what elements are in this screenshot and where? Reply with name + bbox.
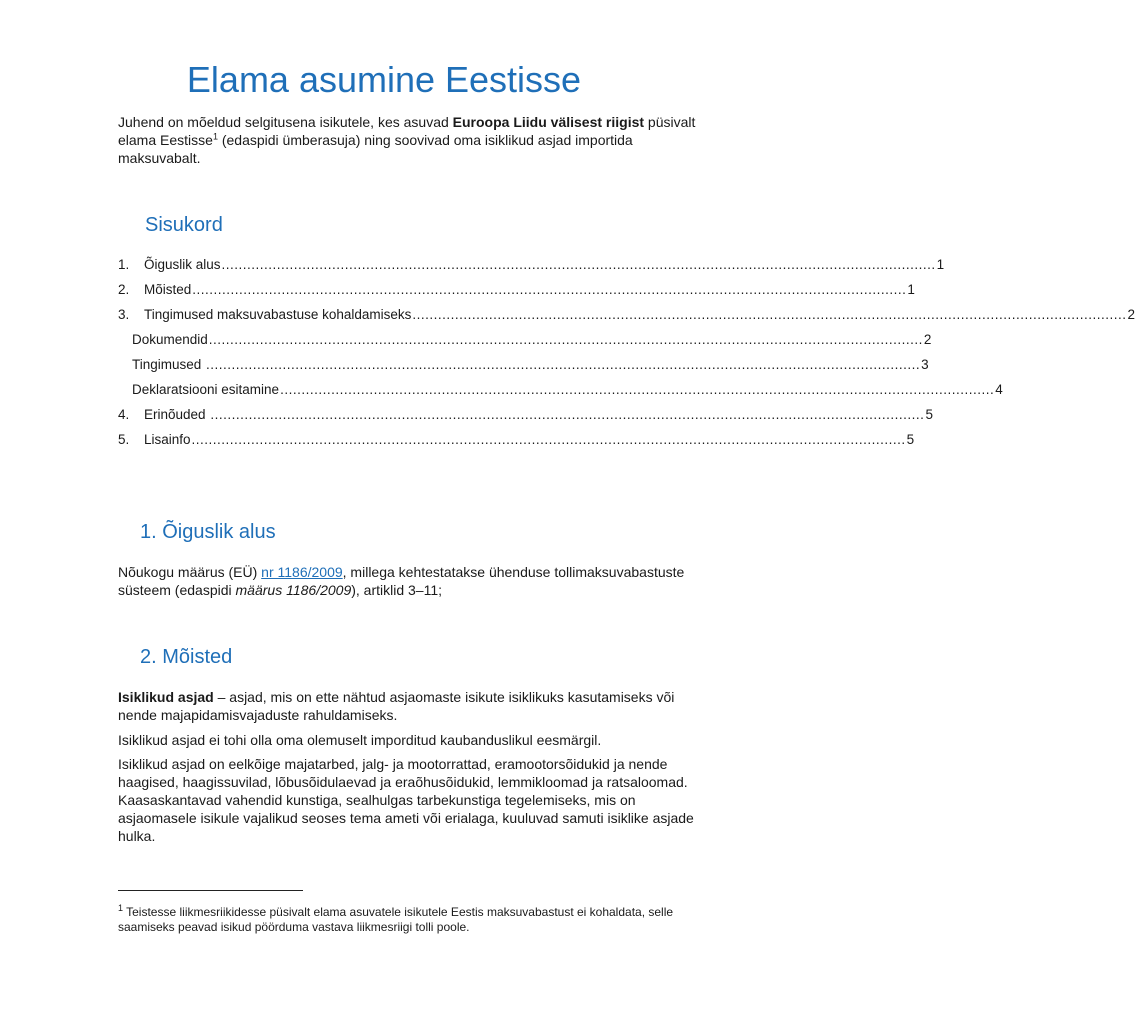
paragraph-personal-items: Isiklikud asjad on eelkõige majatarbed, jalg- ja mootorrattad, eramootorsõidukid ja nende haagised, haagissuvilad, lõbusõidulaevad ja eraõhusõidukid, lemmikloomad ja ratsaloomad. Kaasaskantavad vahendid kunstiga, sealhulgas tarbekunstiga tegelemiseks, mis on asjaomasele isikule vajalikud seoses tema ameti või erialaga, kuuluvad samuti isiklike asjade hulka.	[118, 756, 694, 844]
toc-label: Dokumendid	[132, 332, 208, 347]
toc-leader: ........................................................................................................................................................................	[221, 257, 936, 272]
legal-text-2: , millega kehtestatakse ühenduse tollimaksuvabastuste süsteem (edaspidi	[118, 564, 685, 598]
intro-text-3: (edaspidi ümberasuja) ning soovivad oma isiklikud asjad importida maksuvabalt.	[118, 132, 633, 166]
toc-item[interactable]	[132, 331, 932, 349]
toc-leader: ........................................................................................................................................................................	[191, 432, 906, 447]
toc-label: Deklaratsiooni esitamine	[132, 382, 280, 397]
toc-number: 5.	[118, 432, 130, 447]
toc-leader: ........................................................................................................................................................................	[208, 332, 923, 347]
toc-leader: ........................................................................................................................................................................	[210, 407, 925, 422]
toc-page: 5	[906, 432, 915, 447]
toc-label: Mõisted	[144, 282, 192, 297]
footnote-divider	[118, 890, 303, 891]
intro-text-1: Juhend on mõeldud selgitusena isikutele, kes asuvad	[118, 114, 453, 130]
toc-item[interactable]	[132, 381, 1003, 399]
toc-page: 1	[907, 282, 915, 297]
footnote	[118, 905, 708, 935]
toc-page: 4	[995, 382, 1003, 397]
toc-page: 3	[921, 357, 929, 372]
toc-item[interactable]	[118, 306, 1135, 324]
document-title: Elama asumine Eestisse	[186, 59, 582, 100]
toc-number: 3.	[118, 307, 130, 322]
toc-number: 1.	[118, 257, 130, 272]
definition-term: Isiklikud asjad	[118, 689, 214, 705]
toc-leader: ........................................................................................................................................................................	[412, 307, 1127, 322]
legal-italic: määrus 1186/2009	[235, 582, 352, 598]
toc-page: 2	[1127, 307, 1135, 322]
toc-heading: Sisukord	[145, 214, 223, 236]
toc-label: Õiguslik alus	[144, 257, 221, 272]
toc-item[interactable]	[132, 356, 929, 374]
toc-page: 5	[925, 407, 933, 422]
definition-text: – asjad, mis on ette nähtud asjaomaste isikute isiklikuks kasutamiseks või nende majapidamisvajaduste rahuldamiseks.	[118, 689, 675, 723]
toc-label: Lisainfo	[144, 432, 191, 447]
toc-label: Erinõuded	[144, 407, 210, 422]
intro-paragraph	[118, 113, 708, 167]
toc-page: 2	[923, 332, 932, 347]
intro-bold: Euroopa Liidu välisest riigist	[452, 114, 645, 130]
footnote-marker: 1	[118, 903, 124, 913]
legal-text-1: Nõukogu määrus (EÜ)	[118, 564, 262, 580]
toc-item[interactable]	[118, 406, 933, 424]
toc-item[interactable]	[118, 431, 915, 449]
intro-text-2: püsivalt elama Eestisse	[118, 114, 696, 148]
toc-leader: ........................................................................................................................................................................	[192, 282, 907, 297]
toc-page: 1	[936, 257, 945, 272]
regulation-link[interactable]: nr 1186/2009	[261, 564, 343, 580]
section-heading-oiguslik-alus: 1. Õiguslik alus	[140, 521, 276, 543]
footnote-ref[interactable]: 1	[212, 131, 218, 142]
paragraph-not-commercial: Isiklikud asjad ei tohi olla oma olemuselt imporditud kaubanduslikul eesmärgil.	[118, 732, 602, 748]
toc-number: 2.	[118, 282, 130, 297]
footnote-text: Teistesse liikmesriikidesse püsivalt elama asuvatele isikutele Eestis maksuvabastust ei kohaldata, selle saamiseks peavad isikud pöörduma vastava liikmesriigi tolli poole.	[118, 905, 674, 934]
section-heading-moisted: 2. Mõisted	[140, 646, 233, 668]
toc-item[interactable]	[118, 256, 945, 274]
definition-paragraph	[118, 688, 708, 724]
legal-basis-paragraph	[118, 563, 708, 599]
toc-leader: ........................................................................................................................................................................	[280, 382, 995, 397]
legal-text-3: ), artiklid 3–11;	[351, 582, 443, 598]
toc-label: Tingimused maksuvabastuse kohaldamiseks	[144, 307, 412, 322]
toc-leader: ........................................................................................................................................................................	[206, 357, 921, 372]
toc-number: 4.	[118, 407, 130, 422]
toc-item[interactable]	[118, 281, 915, 299]
toc-label: Tingimused	[132, 357, 206, 372]
